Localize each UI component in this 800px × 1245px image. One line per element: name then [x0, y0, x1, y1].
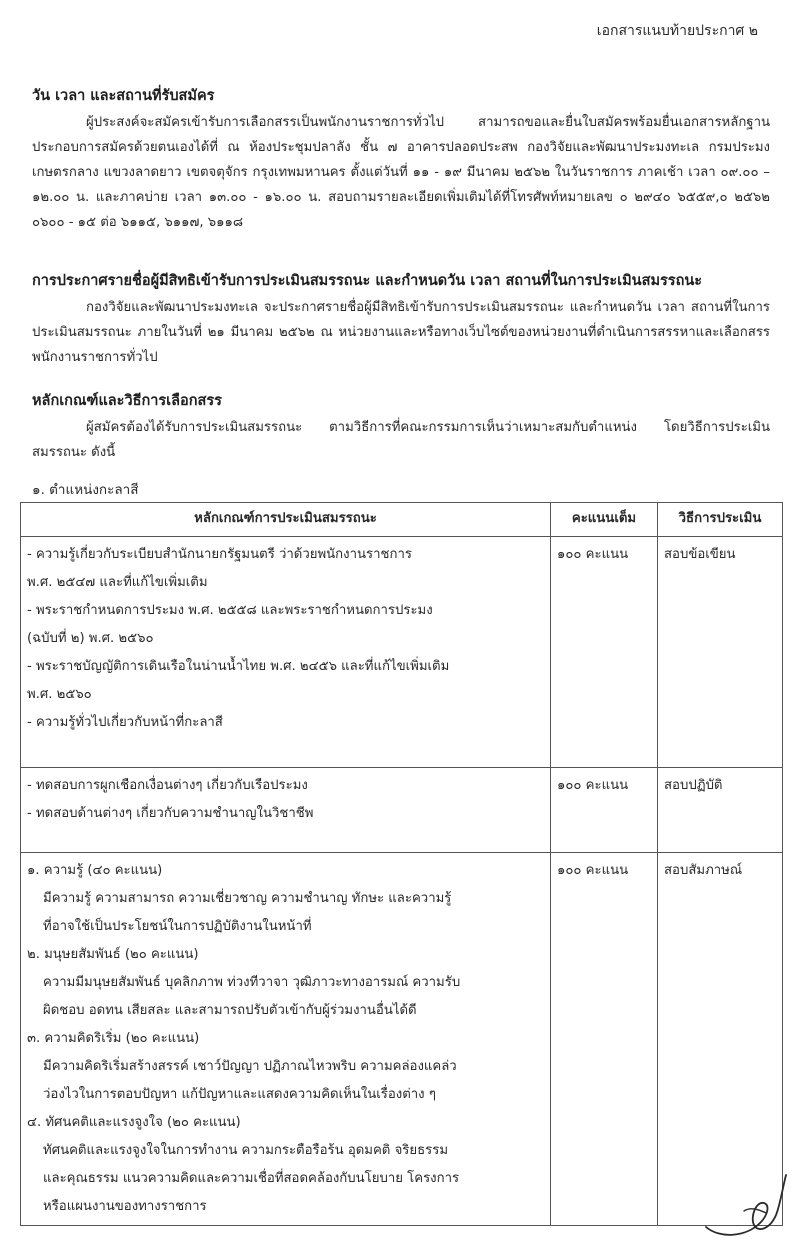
criteria-cell	[21, 768, 551, 853]
position-label: ๑. ตำแหน่งกะลาสี	[32, 482, 139, 498]
criteria-line: พ.ศ. ๒๕๔๗ และที่แก้ไขเพิ่มเติม	[27, 575, 208, 590]
criteria-cell	[21, 853, 551, 1226]
header-full-score: คะแนนเต็ม	[551, 503, 658, 537]
header-criteria: หลักเกณฑ์การประเมินสมรรถนะ	[21, 503, 551, 537]
method-value: สอบปฏิบัติ	[664, 778, 723, 793]
criteria-section-title: หลักเกณฑ์และวิธีการเลือกสรร	[32, 393, 222, 409]
table-header-row	[21, 503, 783, 537]
criteria-item-heading: ๒. มนุษยสัมพันธ์ (๒๐ คะแนน)	[27, 947, 199, 962]
header-method: วิธีการประเมิน	[658, 503, 783, 537]
criteria-item-line: ทัศนคติและแรงจูงใจในการทำงาน ความกระตือรือร้น อุดมคติ จริยธรรม	[43, 1143, 449, 1158]
criteria-table	[20, 502, 783, 1226]
score-value: ๑๐๐ คะแนน	[557, 547, 629, 562]
application-section-body: ผู้ประสงค์จะสมัครเข้ารับการเลือกสรรเป็นพนักงานราชการทั่วไป สามารถขอและยื่นใบสมัครพร้อมยื่นเอกสารหลักฐานประกอบการสมัครด้วยตนเองได้ที่ ณ ห้องประชุมปลาลัง ชั้น ๗ อาคารปลอดประสพ กองวิจัยและพัฒนาประมงทะเล กรมประมง เกษตรกลาง แขวงลาดยาว เขตจตุจักร กรุงเทพมหานคร ตั้งแต่วันที่ ๑๑ - ๑๙ มีนาคม ๒๕๖๒ ในวันราชการ ภาคเช้า เวลา ๐๙.๐๐ – ๑๒.๐๐ น. และภาคบ่าย เวลา ๑๓.๐๐ - ๑๖.๐๐ น. สอบถามรายละเอียดเพิ่มเติมได้ที่โทรศัพท์หมายเลข ๐ ๒๙๔๐ ๖๕๕๙,๐ ๒๕๖๒ ๐๖๐๐ - ๑๕ ต่อ ๖๑๑๕, ๖๑๑๗, ๖๑๑๘	[32, 115, 770, 230]
criteria-item-line: มีความรู้ ความสามารถ ความเชี่ยวชาญ ความชำนาญ ทักษะ และความรู้	[43, 891, 452, 906]
criteria-line: พ.ศ. ๒๕๖๐	[27, 687, 92, 702]
criteria-line: - ทดสอบด้านต่างๆ เกี่ยวกับความชำนาญในวิชาชีพ	[27, 806, 314, 821]
criteria-line: (ฉบับที่ ๒) พ.ศ. ๒๕๖๐	[27, 631, 154, 646]
score-cell	[551, 537, 658, 768]
criteria-item-heading: ๑. ความรู้ (๔๐ คะแนน)	[27, 863, 163, 878]
method-cell	[658, 537, 783, 768]
criteria-item-line: และคุณธรรม แนวความคิดและความเชื่อที่สอดคล้องกับนโยบาย โครงการ	[43, 1171, 460, 1186]
criteria-item-line: ความมีมนุษยสัมพันธ์ บุคลิกภาพ ท่วงทีวาจา วุฒิภาวะทางอารมณ์ ความรับ	[43, 975, 461, 990]
table-row	[21, 853, 783, 1226]
score-cell	[551, 768, 658, 853]
criteria-item-line: หรือแผนงานของทางราชการ	[43, 1199, 207, 1214]
criteria-item-line: ที่อาจใช้เป็นประโยชน์ในการปฏิบัติงานในหน้าที่	[43, 919, 312, 934]
application-section-title: วัน เวลา และสถานที่รับสมัคร	[32, 88, 215, 104]
method-value: สอบสัมภาษณ์	[664, 863, 743, 878]
criteria-line: - พระราชบัญญัติการเดินเรือในน่านน้ำไทย พ.ศ. ๒๔๕๖ และที่แก้ไขเพิ่มเติม	[27, 659, 450, 674]
score-value: ๑๐๐ คะแนน	[557, 778, 629, 793]
method-cell	[658, 768, 783, 853]
attachment-note: เอกสารแนบท้ายประกาศ ๒	[596, 23, 758, 39]
criteria-cell	[21, 537, 551, 768]
criteria-section-body: ผู้สมัครต้องได้รับการประเมินสมรรถนะ ตามวิธีการที่คณะกรรมการเห็นว่าเหมาะสมกับตำแหน่ง โดยวิธีการประเมินสมรรถนะ ดังนี้	[32, 420, 770, 460]
announcement-section-body: กองวิจัยและพัฒนาประมงทะเล จะประกาศรายชื่อผู้มีสิทธิเข้ารับการประเมินสมรรถนะ และกำหนดวัน เวลา สถานที่ในการประเมินสมรรถนะ ภายในวันที่ ๒๑ มีนาคม ๒๕๖๒ ณ หน่วยงานและหรือทางเว็บไซต์ของหน่วยงานที่ดำเนินการสรรหาและเลือกสรรพนักงานราชการทั่วไป	[32, 300, 770, 365]
criteria-line: - พระราชกำหนดการประมง พ.ศ. ๒๕๕๘ และพระราชกำหนดการประมง	[27, 603, 433, 618]
method-value: สอบข้อเขียน	[664, 547, 736, 562]
score-cell	[551, 853, 658, 1226]
criteria-item-line: ผิดชอบ อดทน เสียสละ และสามารถปรับตัวเข้ากับผู้ร่วมงานอื่นได้ดี	[43, 1003, 417, 1018]
criteria-item-heading: ๓. ความคิดริเริ่ม (๒๐ คะแนน)	[27, 1031, 200, 1046]
signature-icon	[700, 1165, 790, 1240]
table-row	[21, 768, 783, 853]
criteria-line: - ความรู้ทั่วไปเกี่ยวกับหน้าที่กะลาสี	[27, 715, 223, 730]
criteria-item-heading: ๔. ทัศนคติและแรงจูงใจ (๒๐ คะแนน)	[27, 1115, 241, 1130]
criteria-line: - ทดสอบการผูกเชือกเงื่อนต่างๆ เกี่ยวกับเรือประมง	[27, 778, 308, 793]
criteria-item-line: ว่องไวในการตอบปัญหา แก้ปัญหาและแสดงความคิดเห็นในเรื่องต่าง ๆ	[43, 1087, 436, 1102]
criteria-item-line: มีความคิดริเริ่มสร้างสรรค์ เชาว์ปัญญา ปฏิภาณไหวพริบ ความคล่องแคล่ว	[43, 1059, 457, 1074]
criteria-line: - ความรู้เกี่ยวกับระเบียบสำนักนายกรัฐมนตรี ว่าด้วยพนักงานราชการ	[27, 547, 412, 562]
score-value: ๑๐๐ คะแนน	[557, 863, 629, 878]
table-row	[21, 537, 783, 768]
announcement-section-title: การประกาศรายชื่อผู้มีสิทธิเข้ารับการประเมินสมรรถนะ และกำหนดวัน เวลา สถานที่ในการประเมินสมรรถนะ	[32, 273, 703, 289]
